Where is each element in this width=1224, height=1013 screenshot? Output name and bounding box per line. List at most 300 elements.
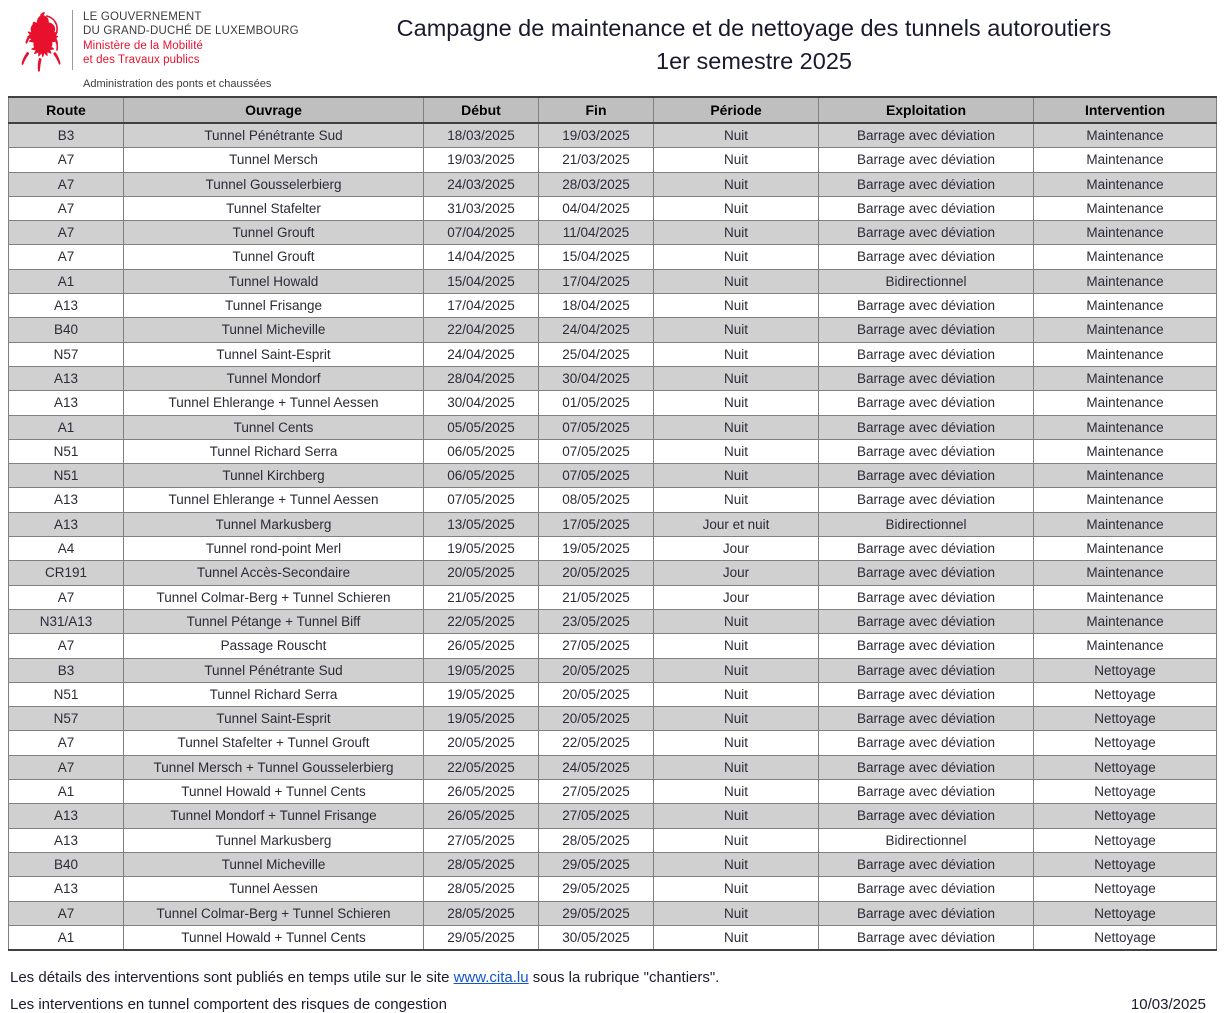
- cell-fin: 24/04/2025: [539, 318, 654, 342]
- cell-exploitation: Barrage avec déviation: [819, 464, 1034, 488]
- cell-exploitation: Barrage avec déviation: [819, 342, 1034, 366]
- cell-fin: 01/05/2025: [539, 391, 654, 415]
- page-title: [314, 0, 1224, 79]
- ministry-line-2: et des Travaux publics: [83, 53, 200, 66]
- table-row[interactable]: [9, 877, 1217, 901]
- table-row[interactable]: [9, 391, 1217, 415]
- schedule-table: [8, 96, 1217, 951]
- cell-exploitation: Barrage avec déviation: [819, 148, 1034, 172]
- cell-ouvrage: Tunnel Micheville: [124, 852, 424, 876]
- table-row[interactable]: [9, 682, 1217, 706]
- footer-row-1: [10, 969, 1214, 986]
- cell-debut: 26/05/2025: [424, 804, 539, 828]
- cell-route: B40: [9, 852, 124, 876]
- cell-route: N31/A13: [9, 609, 124, 633]
- cell-fin: 27/05/2025: [539, 804, 654, 828]
- cell-debut: 17/04/2025: [424, 294, 539, 318]
- cell-fin: 28/05/2025: [539, 828, 654, 852]
- cell-intervention: Nettoyage: [1034, 852, 1217, 876]
- cell-debut: 29/05/2025: [424, 925, 539, 950]
- cell-route: A1: [9, 415, 124, 439]
- cell-intervention: Maintenance: [1034, 172, 1217, 196]
- column-header-intervention[interactable]: Intervention: [1034, 97, 1217, 123]
- cell-fin: 20/05/2025: [539, 561, 654, 585]
- cell-intervention: Nettoyage: [1034, 658, 1217, 682]
- cell-intervention: Maintenance: [1034, 415, 1217, 439]
- cell-periode: Nuit: [654, 318, 819, 342]
- cell-route: A13: [9, 294, 124, 318]
- cell-exploitation: Barrage avec déviation: [819, 245, 1034, 269]
- cell-debut: 06/05/2025: [424, 464, 539, 488]
- cell-exploitation: Barrage avec déviation: [819, 877, 1034, 901]
- cell-fin: 07/05/2025: [539, 464, 654, 488]
- cell-ouvrage: Tunnel Markusberg: [124, 512, 424, 536]
- cell-intervention: Maintenance: [1034, 391, 1217, 415]
- cell-route: A7: [9, 731, 124, 755]
- cell-fin: 08/05/2025: [539, 488, 654, 512]
- table-row[interactable]: [9, 366, 1217, 390]
- cell-exploitation: Barrage avec déviation: [819, 755, 1034, 779]
- cell-intervention: Maintenance: [1034, 609, 1217, 633]
- government-line-1: LE GOUVERNEMENT: [83, 11, 202, 23]
- cell-periode: Nuit: [654, 366, 819, 390]
- cell-debut: 21/05/2025: [424, 585, 539, 609]
- cell-route: A7: [9, 901, 124, 925]
- cell-periode: Nuit: [654, 196, 819, 220]
- cell-exploitation: Bidirectionnel: [819, 269, 1034, 293]
- cell-route: A13: [9, 828, 124, 852]
- cell-ouvrage: Tunnel Pénétrante Sud: [124, 658, 424, 682]
- cell-debut: 15/04/2025: [424, 269, 539, 293]
- cell-periode: Nuit: [654, 828, 819, 852]
- cell-fin: 24/05/2025: [539, 755, 654, 779]
- footer-note-suffix: sous la rubrique "chantiers".: [528, 969, 720, 987]
- cell-ouvrage: Tunnel Grouft: [124, 245, 424, 269]
- publication-date: 10/03/2025: [1130, 996, 1206, 1013]
- cell-periode: Nuit: [654, 269, 819, 293]
- cell-periode: Nuit: [654, 221, 819, 245]
- table-row[interactable]: [9, 221, 1217, 245]
- cell-ouvrage: Tunnel Pétange + Tunnel Biff: [124, 609, 424, 633]
- cell-route: A13: [9, 512, 124, 536]
- cell-debut: 18/03/2025: [424, 123, 539, 148]
- cell-exploitation: Barrage avec déviation: [819, 609, 1034, 633]
- column-header-route[interactable]: Route: [9, 97, 124, 123]
- cell-fin: 22/05/2025: [539, 731, 654, 755]
- table-row[interactable]: [9, 707, 1217, 731]
- column-header-fin[interactable]: Fin: [539, 97, 654, 123]
- cell-periode: Nuit: [654, 634, 819, 658]
- cell-intervention: Nettoyage: [1034, 780, 1217, 804]
- table-row[interactable]: [9, 658, 1217, 682]
- cell-exploitation: Barrage avec déviation: [819, 123, 1034, 148]
- cell-intervention: Maintenance: [1034, 439, 1217, 463]
- cell-periode: Nuit: [654, 901, 819, 925]
- cell-periode: Nuit: [654, 391, 819, 415]
- cell-exploitation: Barrage avec déviation: [819, 585, 1034, 609]
- cell-intervention: Nettoyage: [1034, 901, 1217, 925]
- cell-debut: 07/04/2025: [424, 221, 539, 245]
- cell-exploitation: Barrage avec déviation: [819, 221, 1034, 245]
- cell-route: A7: [9, 172, 124, 196]
- table-row[interactable]: [9, 537, 1217, 561]
- table-row[interactable]: [9, 415, 1217, 439]
- brand-divider: [72, 10, 73, 70]
- table-row[interactable]: [9, 780, 1217, 804]
- table-row[interactable]: [9, 828, 1217, 852]
- cell-debut: 28/05/2025: [424, 877, 539, 901]
- cell-periode: Jour et nuit: [654, 512, 819, 536]
- table-row[interactable]: [9, 148, 1217, 172]
- cell-periode: Nuit: [654, 488, 819, 512]
- cell-exploitation: Barrage avec déviation: [819, 366, 1034, 390]
- cell-exploitation: Barrage avec déviation: [819, 391, 1034, 415]
- cell-route: A13: [9, 488, 124, 512]
- cell-debut: 05/05/2025: [424, 415, 539, 439]
- table-row[interactable]: [9, 439, 1217, 463]
- cell-debut: 06/05/2025: [424, 439, 539, 463]
- cell-fin: 07/05/2025: [539, 415, 654, 439]
- cell-route: A13: [9, 804, 124, 828]
- cell-periode: Nuit: [654, 852, 819, 876]
- page-title-line-2: 1er semestre 2025: [656, 48, 852, 75]
- cell-intervention: Maintenance: [1034, 537, 1217, 561]
- table-row[interactable]: [9, 561, 1217, 585]
- cell-fin: 20/05/2025: [539, 707, 654, 731]
- column-header-exploitation[interactable]: Exploitation: [819, 97, 1034, 123]
- cell-fin: 20/05/2025: [539, 658, 654, 682]
- cell-fin: 30/05/2025: [539, 925, 654, 950]
- cell-intervention: Maintenance: [1034, 585, 1217, 609]
- cell-periode: Nuit: [654, 707, 819, 731]
- cell-periode: Nuit: [654, 682, 819, 706]
- cell-route: N57: [9, 707, 124, 731]
- cell-intervention: Maintenance: [1034, 221, 1217, 245]
- cell-periode: Nuit: [654, 172, 819, 196]
- cell-fin: 27/05/2025: [539, 634, 654, 658]
- table-row[interactable]: [9, 585, 1217, 609]
- footer-note-line-2: Les interventions en tunnel comportent des risques de congestion: [10, 996, 447, 1013]
- cell-route: A7: [9, 148, 124, 172]
- cell-ouvrage: Tunnel Micheville: [124, 318, 424, 342]
- cell-ouvrage: Tunnel Pénétrante Sud: [124, 123, 424, 148]
- cell-route: A7: [9, 755, 124, 779]
- cell-intervention: Nettoyage: [1034, 682, 1217, 706]
- cell-route: B40: [9, 318, 124, 342]
- cell-periode: Nuit: [654, 609, 819, 633]
- page-title-line-1: Campagne de maintenance et de nettoyage des tunnels autoroutiers: [396, 15, 1112, 41]
- cell-debut: 27/05/2025: [424, 828, 539, 852]
- schedule-table-wrapper: [0, 96, 1224, 951]
- cell-intervention: Maintenance: [1034, 488, 1217, 512]
- brand-text-block: [83, 8, 299, 92]
- cell-ouvrage: Tunnel Grouft: [124, 221, 424, 245]
- cell-intervention: Maintenance: [1034, 294, 1217, 318]
- cell-intervention: Maintenance: [1034, 634, 1217, 658]
- cell-debut: 30/04/2025: [424, 391, 539, 415]
- page-header: [0, 0, 1224, 96]
- cell-debut: 26/05/2025: [424, 780, 539, 804]
- cell-route: A1: [9, 269, 124, 293]
- footer-note-prefix: Les détails des interventions sont publiés en temps utile sur le site: [10, 969, 454, 987]
- cell-ouvrage: Tunnel Mondorf + Tunnel Frisange: [124, 804, 424, 828]
- cell-exploitation: Barrage avec déviation: [819, 172, 1034, 196]
- table-row[interactable]: [9, 852, 1217, 876]
- cell-debut: 28/05/2025: [424, 901, 539, 925]
- cell-exploitation: Barrage avec déviation: [819, 804, 1034, 828]
- cell-route: A13: [9, 366, 124, 390]
- cell-fin: 27/05/2025: [539, 780, 654, 804]
- table-row[interactable]: [9, 488, 1217, 512]
- cell-exploitation: Barrage avec déviation: [819, 925, 1034, 950]
- cell-debut: 26/05/2025: [424, 634, 539, 658]
- cell-periode: Nuit: [654, 731, 819, 755]
- cell-route: N51: [9, 682, 124, 706]
- cell-periode: Nuit: [654, 755, 819, 779]
- table-row[interactable]: [9, 318, 1217, 342]
- cell-fin: 21/03/2025: [539, 148, 654, 172]
- cell-route: A7: [9, 196, 124, 220]
- cell-exploitation: Barrage avec déviation: [819, 901, 1034, 925]
- cell-exploitation: Barrage avec déviation: [819, 780, 1034, 804]
- cell-fin: 15/04/2025: [539, 245, 654, 269]
- cell-debut: 19/05/2025: [424, 682, 539, 706]
- cell-ouvrage: Tunnel Frisange: [124, 294, 424, 318]
- table-row[interactable]: [9, 609, 1217, 633]
- cell-exploitation: Barrage avec déviation: [819, 537, 1034, 561]
- cell-exploitation: Barrage avec déviation: [819, 658, 1034, 682]
- cell-fin: 23/05/2025: [539, 609, 654, 633]
- cell-debut: 24/04/2025: [424, 342, 539, 366]
- cell-intervention: Maintenance: [1034, 123, 1217, 148]
- cell-exploitation: Barrage avec déviation: [819, 415, 1034, 439]
- cell-route: N51: [9, 439, 124, 463]
- table-row[interactable]: [9, 294, 1217, 318]
- cell-periode: Nuit: [654, 245, 819, 269]
- cell-exploitation: Barrage avec déviation: [819, 488, 1034, 512]
- cell-periode: Nuit: [654, 439, 819, 463]
- luxembourg-lion-icon: [14, 10, 66, 72]
- cell-exploitation: Bidirectionnel: [819, 512, 1034, 536]
- cell-periode: Jour: [654, 585, 819, 609]
- table-row[interactable]: [9, 804, 1217, 828]
- cell-intervention: Maintenance: [1034, 318, 1217, 342]
- cell-periode: Nuit: [654, 415, 819, 439]
- cell-debut: 31/03/2025: [424, 196, 539, 220]
- cell-ouvrage: Tunnel Ehlerange + Tunnel Aessen: [124, 391, 424, 415]
- cell-debut: 22/05/2025: [424, 755, 539, 779]
- table-row[interactable]: [9, 464, 1217, 488]
- cell-periode: Nuit: [654, 780, 819, 804]
- cell-ouvrage: Tunnel Mersch: [124, 148, 424, 172]
- cell-fin: 07/05/2025: [539, 439, 654, 463]
- cell-exploitation: Barrage avec déviation: [819, 439, 1034, 463]
- cell-debut: 22/04/2025: [424, 318, 539, 342]
- cell-fin: 11/04/2025: [539, 221, 654, 245]
- cell-route: A7: [9, 585, 124, 609]
- cell-route: B3: [9, 658, 124, 682]
- cell-intervention: Nettoyage: [1034, 755, 1217, 779]
- cell-ouvrage: Tunnel rond-point Merl: [124, 537, 424, 561]
- cell-fin: 19/03/2025: [539, 123, 654, 148]
- cell-periode: Nuit: [654, 464, 819, 488]
- cell-fin: 30/04/2025: [539, 366, 654, 390]
- cell-periode: Nuit: [654, 658, 819, 682]
- cell-fin: 29/05/2025: [539, 877, 654, 901]
- cell-fin: 17/05/2025: [539, 512, 654, 536]
- cell-debut: 20/05/2025: [424, 561, 539, 585]
- cell-ouvrage: Tunnel Richard Serra: [124, 439, 424, 463]
- cell-debut: 20/05/2025: [424, 731, 539, 755]
- cell-fin: 29/05/2025: [539, 852, 654, 876]
- table-row[interactable]: [9, 123, 1217, 148]
- cell-periode: Jour: [654, 561, 819, 585]
- cell-periode: Nuit: [654, 877, 819, 901]
- cell-exploitation: Barrage avec déviation: [819, 318, 1034, 342]
- cell-ouvrage: Tunnel Howald: [124, 269, 424, 293]
- cell-intervention: Maintenance: [1034, 269, 1217, 293]
- column-header-periode[interactable]: Période: [654, 97, 819, 123]
- cell-intervention: Nettoyage: [1034, 804, 1217, 828]
- cell-debut: 28/04/2025: [424, 366, 539, 390]
- cell-ouvrage: Tunnel Mersch + Tunnel Gousselerbierg: [124, 755, 424, 779]
- cell-intervention: Maintenance: [1034, 196, 1217, 220]
- cell-periode: Jour: [654, 537, 819, 561]
- cell-ouvrage: Tunnel Stafelter + Tunnel Grouft: [124, 731, 424, 755]
- table-row[interactable]: [9, 342, 1217, 366]
- cell-fin: 28/03/2025: [539, 172, 654, 196]
- column-header-ouvrage[interactable]: Ouvrage: [124, 97, 424, 123]
- cell-ouvrage: Tunnel Mondorf: [124, 366, 424, 390]
- administration-line: Administration des ponts et chaussées: [83, 78, 272, 90]
- cell-ouvrage: Tunnel Colmar-Berg + Tunnel Schieren: [124, 901, 424, 925]
- cell-ouvrage: Tunnel Saint-Esprit: [124, 342, 424, 366]
- cell-intervention: Maintenance: [1034, 512, 1217, 536]
- cell-route: A13: [9, 877, 124, 901]
- cell-route: A1: [9, 925, 124, 950]
- cell-fin: 29/05/2025: [539, 901, 654, 925]
- cell-ouvrage: Tunnel Colmar-Berg + Tunnel Schieren: [124, 585, 424, 609]
- cell-exploitation: Barrage avec déviation: [819, 196, 1034, 220]
- cell-fin: 25/04/2025: [539, 342, 654, 366]
- table-row[interactable]: [9, 731, 1217, 755]
- cell-intervention: Nettoyage: [1034, 707, 1217, 731]
- cell-route: A4: [9, 537, 124, 561]
- cell-debut: 13/05/2025: [424, 512, 539, 536]
- cell-ouvrage: Tunnel Gousselerbierg: [124, 172, 424, 196]
- cell-fin: 20/05/2025: [539, 682, 654, 706]
- cell-debut: 19/05/2025: [424, 658, 539, 682]
- cell-ouvrage: Tunnel Cents: [124, 415, 424, 439]
- footer-note-line-1: [10, 969, 719, 986]
- cell-exploitation: Barrage avec déviation: [819, 852, 1034, 876]
- cell-debut: 28/05/2025: [424, 852, 539, 876]
- cell-ouvrage: Tunnel Richard Serra: [124, 682, 424, 706]
- cell-ouvrage: Passage Rouscht: [124, 634, 424, 658]
- cell-fin: 21/05/2025: [539, 585, 654, 609]
- cell-ouvrage: Tunnel Howald + Tunnel Cents: [124, 925, 424, 950]
- table-row[interactable]: [9, 269, 1217, 293]
- table-row[interactable]: [9, 901, 1217, 925]
- cell-ouvrage: Tunnel Kirchberg: [124, 464, 424, 488]
- cell-intervention: Maintenance: [1034, 561, 1217, 585]
- cell-periode: Nuit: [654, 148, 819, 172]
- cell-exploitation: Barrage avec déviation: [819, 294, 1034, 318]
- government-line-2: DU GRAND-DUCHÉ DE LUXEMBOURG: [83, 25, 299, 38]
- cell-intervention: Nettoyage: [1034, 877, 1217, 901]
- cell-exploitation: Bidirectionnel: [819, 828, 1034, 852]
- cell-fin: 18/04/2025: [539, 294, 654, 318]
- ministry-line-1: Ministère de la Mobilité: [83, 39, 204, 52]
- cell-ouvrage: Tunnel Markusberg: [124, 828, 424, 852]
- cell-ouvrage: Tunnel Accès-Secondaire: [124, 561, 424, 585]
- cell-intervention: Maintenance: [1034, 366, 1217, 390]
- cell-route: A13: [9, 391, 124, 415]
- cell-debut: 22/05/2025: [424, 609, 539, 633]
- table-row[interactable]: [9, 245, 1217, 269]
- cell-debut: 19/05/2025: [424, 707, 539, 731]
- table-row[interactable]: [9, 512, 1217, 536]
- cita-link[interactable]: www.cita.lu: [453, 969, 529, 987]
- table-row[interactable]: [9, 634, 1217, 658]
- table-row[interactable]: [9, 925, 1217, 950]
- cell-exploitation: Barrage avec déviation: [819, 731, 1034, 755]
- cell-debut: 24/03/2025: [424, 172, 539, 196]
- cell-route: A7: [9, 245, 124, 269]
- cell-intervention: Maintenance: [1034, 148, 1217, 172]
- cell-intervention: Nettoyage: [1034, 925, 1217, 950]
- cell-periode: Nuit: [654, 342, 819, 366]
- cell-intervention: Nettoyage: [1034, 828, 1217, 852]
- cell-exploitation: Barrage avec déviation: [819, 634, 1034, 658]
- table-header-row: [9, 97, 1217, 123]
- cell-ouvrage: Tunnel Ehlerange + Tunnel Aessen: [124, 488, 424, 512]
- table-body: [9, 123, 1217, 950]
- cell-intervention: Nettoyage: [1034, 731, 1217, 755]
- cell-route: N51: [9, 464, 124, 488]
- cell-intervention: Maintenance: [1034, 342, 1217, 366]
- cell-exploitation: Barrage avec déviation: [819, 682, 1034, 706]
- table-header: [9, 97, 1217, 123]
- cell-periode: Nuit: [654, 925, 819, 950]
- table-row[interactable]: [9, 755, 1217, 779]
- cell-route: CR191: [9, 561, 124, 585]
- cell-ouvrage: Tunnel Stafelter: [124, 196, 424, 220]
- table-row[interactable]: [9, 196, 1217, 220]
- cell-route: A7: [9, 634, 124, 658]
- cell-fin: 04/04/2025: [539, 196, 654, 220]
- cell-ouvrage: Tunnel Aessen: [124, 877, 424, 901]
- column-header-debut[interactable]: Début: [424, 97, 539, 123]
- cell-periode: Nuit: [654, 294, 819, 318]
- table-row[interactable]: [9, 172, 1217, 196]
- cell-route: A1: [9, 780, 124, 804]
- cell-fin: 17/04/2025: [539, 269, 654, 293]
- cell-route: N57: [9, 342, 124, 366]
- cell-periode: Nuit: [654, 123, 819, 148]
- cell-route: A7: [9, 221, 124, 245]
- cell-debut: 19/03/2025: [424, 148, 539, 172]
- cell-periode: Nuit: [654, 804, 819, 828]
- cell-debut: 07/05/2025: [424, 488, 539, 512]
- footer-row-2: [10, 996, 1214, 1013]
- cell-intervention: Maintenance: [1034, 464, 1217, 488]
- cell-exploitation: Barrage avec déviation: [819, 561, 1034, 585]
- cell-ouvrage: Tunnel Saint-Esprit: [124, 707, 424, 731]
- cell-intervention: Maintenance: [1034, 245, 1217, 269]
- cell-ouvrage: Tunnel Howald + Tunnel Cents: [124, 780, 424, 804]
- cell-debut: 19/05/2025: [424, 537, 539, 561]
